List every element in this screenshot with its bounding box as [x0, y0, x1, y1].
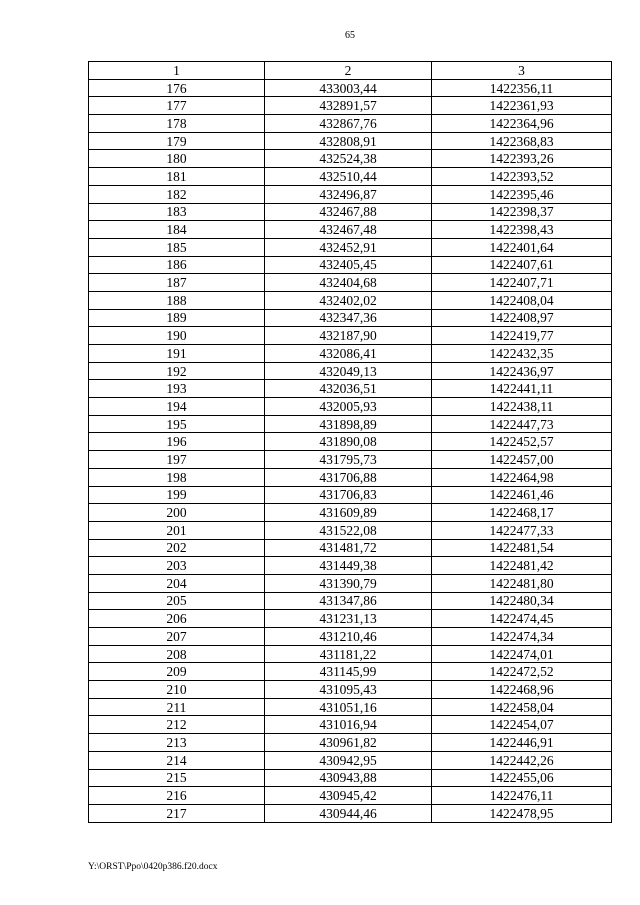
- y-coordinate-cell: 1422398,37: [432, 203, 612, 221]
- y-coordinate-cell: 1422398,43: [432, 221, 612, 239]
- table-row: [89, 203, 612, 221]
- y-coordinate-cell: 1422441,11: [432, 380, 612, 398]
- y-coordinate-cell: 1422472,52: [432, 663, 612, 681]
- point-number-cell: 202: [89, 539, 265, 557]
- y-coordinate-cell: 1422481,80: [432, 574, 612, 592]
- x-coordinate-cell: 430945,42: [265, 787, 432, 805]
- x-coordinate-cell: 431609,89: [265, 504, 432, 522]
- table-row: [89, 751, 612, 769]
- x-coordinate-cell: 430944,46: [265, 804, 432, 822]
- point-number-cell: 201: [89, 521, 265, 539]
- y-coordinate-cell: 1422393,26: [432, 150, 612, 168]
- y-coordinate-cell: 1422476,11: [432, 787, 612, 805]
- x-coordinate-cell: 432452,91: [265, 238, 432, 256]
- x-coordinate-cell: 432005,93: [265, 398, 432, 416]
- point-number-cell: 192: [89, 362, 265, 380]
- point-number-cell: 213: [89, 734, 265, 752]
- y-coordinate-cell: 1422393,52: [432, 168, 612, 186]
- y-coordinate-cell: 1422395,46: [432, 185, 612, 203]
- y-coordinate-cell: 1422481,54: [432, 539, 612, 557]
- table-row: [89, 663, 612, 681]
- table-row: [89, 97, 612, 115]
- point-number-cell: 187: [89, 274, 265, 292]
- y-coordinate-cell: 1422474,45: [432, 610, 612, 628]
- x-coordinate-cell: 432086,41: [265, 345, 432, 363]
- header-cell-point-number: 1: [89, 62, 265, 80]
- y-coordinate-cell: 1422458,04: [432, 698, 612, 716]
- table-row: [89, 804, 612, 822]
- table-row: [89, 787, 612, 805]
- x-coordinate-cell: 431449,38: [265, 557, 432, 575]
- y-coordinate-cell: 1422474,01: [432, 645, 612, 663]
- y-coordinate-cell: 1422480,34: [432, 592, 612, 610]
- table-row: [89, 769, 612, 787]
- x-coordinate-cell: 430943,88: [265, 769, 432, 787]
- table-row: [89, 415, 612, 433]
- point-number-cell: 190: [89, 327, 265, 345]
- point-number-cell: 206: [89, 610, 265, 628]
- x-coordinate-cell: 431522,08: [265, 521, 432, 539]
- point-number-cell: 185: [89, 238, 265, 256]
- point-number-cell: 209: [89, 663, 265, 681]
- x-coordinate-cell: 432467,88: [265, 203, 432, 221]
- x-coordinate-cell: 432891,57: [265, 97, 432, 115]
- y-coordinate-cell: 1422361,93: [432, 97, 612, 115]
- header-cell-y-coordinate: 3: [432, 62, 612, 80]
- header-cell-x-coordinate: 2: [265, 62, 432, 80]
- x-coordinate-cell: 431890,08: [265, 433, 432, 451]
- y-coordinate-cell: 1422468,96: [432, 681, 612, 699]
- y-coordinate-cell: 1422407,61: [432, 256, 612, 274]
- point-number-cell: 182: [89, 185, 265, 203]
- x-coordinate-cell: 431481,72: [265, 539, 432, 557]
- point-number-cell: 197: [89, 451, 265, 469]
- table-row: [89, 574, 612, 592]
- table-row: [89, 150, 612, 168]
- x-coordinate-cell: 432524,38: [265, 150, 432, 168]
- x-coordinate-cell: 432187,90: [265, 327, 432, 345]
- point-number-cell: 183: [89, 203, 265, 221]
- coordinates-table: [88, 61, 612, 823]
- y-coordinate-cell: 1422432,35: [432, 345, 612, 363]
- point-number-cell: 204: [89, 574, 265, 592]
- point-number-cell: 211: [89, 698, 265, 716]
- table-row: [89, 698, 612, 716]
- table-row: [89, 398, 612, 416]
- table-row: [89, 539, 612, 557]
- table-row: [89, 610, 612, 628]
- table-row: [89, 132, 612, 150]
- y-coordinate-cell: 1422438,11: [432, 398, 612, 416]
- point-number-cell: 205: [89, 592, 265, 610]
- point-number-cell: 200: [89, 504, 265, 522]
- y-coordinate-cell: 1422356,11: [432, 79, 612, 97]
- x-coordinate-cell: 430961,82: [265, 734, 432, 752]
- x-coordinate-cell: 431795,73: [265, 451, 432, 469]
- y-coordinate-cell: 1422446,91: [432, 734, 612, 752]
- x-coordinate-cell: 431210,46: [265, 628, 432, 646]
- x-coordinate-cell: 432510,44: [265, 168, 432, 186]
- table-row: [89, 628, 612, 646]
- point-number-cell: 181: [89, 168, 265, 186]
- x-coordinate-cell: 431016,94: [265, 716, 432, 734]
- y-coordinate-cell: 1422401,64: [432, 238, 612, 256]
- y-coordinate-cell: 1422442,26: [432, 751, 612, 769]
- table-header: [89, 62, 612, 80]
- y-coordinate-cell: 1422468,17: [432, 504, 612, 522]
- x-coordinate-cell: 432867,76: [265, 115, 432, 133]
- point-number-cell: 186: [89, 256, 265, 274]
- x-coordinate-cell: 431898,89: [265, 415, 432, 433]
- table-row: [89, 380, 612, 398]
- point-number-cell: 179: [89, 132, 265, 150]
- x-coordinate-cell: 432036,51: [265, 380, 432, 398]
- point-number-cell: 195: [89, 415, 265, 433]
- header-row: [89, 62, 612, 80]
- x-coordinate-cell: 431706,83: [265, 486, 432, 504]
- y-coordinate-cell: 1422408,97: [432, 309, 612, 327]
- y-coordinate-cell: 1422464,98: [432, 468, 612, 486]
- x-coordinate-cell: 432402,02: [265, 291, 432, 309]
- y-coordinate-cell: 1422461,46: [432, 486, 612, 504]
- table-row: [89, 238, 612, 256]
- table-row: [89, 221, 612, 239]
- x-coordinate-cell: 432347,36: [265, 309, 432, 327]
- point-number-cell: 215: [89, 769, 265, 787]
- point-number-cell: 217: [89, 804, 265, 822]
- point-number-cell: 216: [89, 787, 265, 805]
- point-number-cell: 191: [89, 345, 265, 363]
- table-row: [89, 645, 612, 663]
- table-row: [89, 291, 612, 309]
- x-coordinate-cell: 431231,13: [265, 610, 432, 628]
- y-coordinate-cell: 1422477,33: [432, 521, 612, 539]
- point-number-cell: 193: [89, 380, 265, 398]
- x-coordinate-cell: 432405,45: [265, 256, 432, 274]
- table-row: [89, 557, 612, 575]
- table-row: [89, 521, 612, 539]
- point-number-cell: 177: [89, 97, 265, 115]
- point-number-cell: 214: [89, 751, 265, 769]
- x-coordinate-cell: 431347,86: [265, 592, 432, 610]
- x-coordinate-cell: 431706,88: [265, 468, 432, 486]
- y-coordinate-cell: 1422481,42: [432, 557, 612, 575]
- coordinates-table-container: [88, 61, 611, 823]
- x-coordinate-cell: 432049,13: [265, 362, 432, 380]
- x-coordinate-cell: 432404,68: [265, 274, 432, 292]
- y-coordinate-cell: 1422454,07: [432, 716, 612, 734]
- table-row: [89, 468, 612, 486]
- table-row: [89, 716, 612, 734]
- y-coordinate-cell: 1422452,57: [432, 433, 612, 451]
- point-number-cell: 199: [89, 486, 265, 504]
- footer-file-path: Y:\ORST\Ppo\0420p386.f20.docx: [88, 862, 218, 872]
- table-row: [89, 362, 612, 380]
- x-coordinate-cell: 431181,22: [265, 645, 432, 663]
- page-number: 65: [345, 30, 355, 41]
- point-number-cell: 212: [89, 716, 265, 734]
- point-number-cell: 208: [89, 645, 265, 663]
- table-row: [89, 327, 612, 345]
- y-coordinate-cell: 1422474,34: [432, 628, 612, 646]
- table-row: [89, 256, 612, 274]
- point-number-cell: 210: [89, 681, 265, 699]
- table-row: [89, 115, 612, 133]
- y-coordinate-cell: 1422436,97: [432, 362, 612, 380]
- table-row: [89, 734, 612, 752]
- x-coordinate-cell: 431095,43: [265, 681, 432, 699]
- x-coordinate-cell: 431390,79: [265, 574, 432, 592]
- point-number-cell: 184: [89, 221, 265, 239]
- point-number-cell: 189: [89, 309, 265, 327]
- y-coordinate-cell: 1422447,73: [432, 415, 612, 433]
- point-number-cell: 207: [89, 628, 265, 646]
- table-row: [89, 345, 612, 363]
- x-coordinate-cell: 432496,87: [265, 185, 432, 203]
- point-number-cell: 203: [89, 557, 265, 575]
- x-coordinate-cell: 432808,91: [265, 132, 432, 150]
- point-number-cell: 198: [89, 468, 265, 486]
- y-coordinate-cell: 1422407,71: [432, 274, 612, 292]
- table-row: [89, 592, 612, 610]
- x-coordinate-cell: 433003,44: [265, 79, 432, 97]
- x-coordinate-cell: 432467,48: [265, 221, 432, 239]
- y-coordinate-cell: 1422419,77: [432, 327, 612, 345]
- point-number-cell: 176: [89, 79, 265, 97]
- y-coordinate-cell: 1422368,83: [432, 132, 612, 150]
- table-row: [89, 504, 612, 522]
- point-number-cell: 178: [89, 115, 265, 133]
- x-coordinate-cell: 430942,95: [265, 751, 432, 769]
- y-coordinate-cell: 1422364,96: [432, 115, 612, 133]
- x-coordinate-cell: 431145,99: [265, 663, 432, 681]
- y-coordinate-cell: 1422408,04: [432, 291, 612, 309]
- y-coordinate-cell: 1422457,00: [432, 451, 612, 469]
- table-body: [89, 79, 612, 822]
- point-number-cell: 196: [89, 433, 265, 451]
- point-number-cell: 180: [89, 150, 265, 168]
- x-coordinate-cell: 431051,16: [265, 698, 432, 716]
- table-row: [89, 486, 612, 504]
- table-row: [89, 168, 612, 186]
- point-number-cell: 188: [89, 291, 265, 309]
- table-row: [89, 451, 612, 469]
- y-coordinate-cell: 1422478,95: [432, 804, 612, 822]
- y-coordinate-cell: 1422455,06: [432, 769, 612, 787]
- table-row: [89, 79, 612, 97]
- table-row: [89, 185, 612, 203]
- table-row: [89, 274, 612, 292]
- table-row: [89, 433, 612, 451]
- table-row: [89, 681, 612, 699]
- table-row: [89, 309, 612, 327]
- point-number-cell: 194: [89, 398, 265, 416]
